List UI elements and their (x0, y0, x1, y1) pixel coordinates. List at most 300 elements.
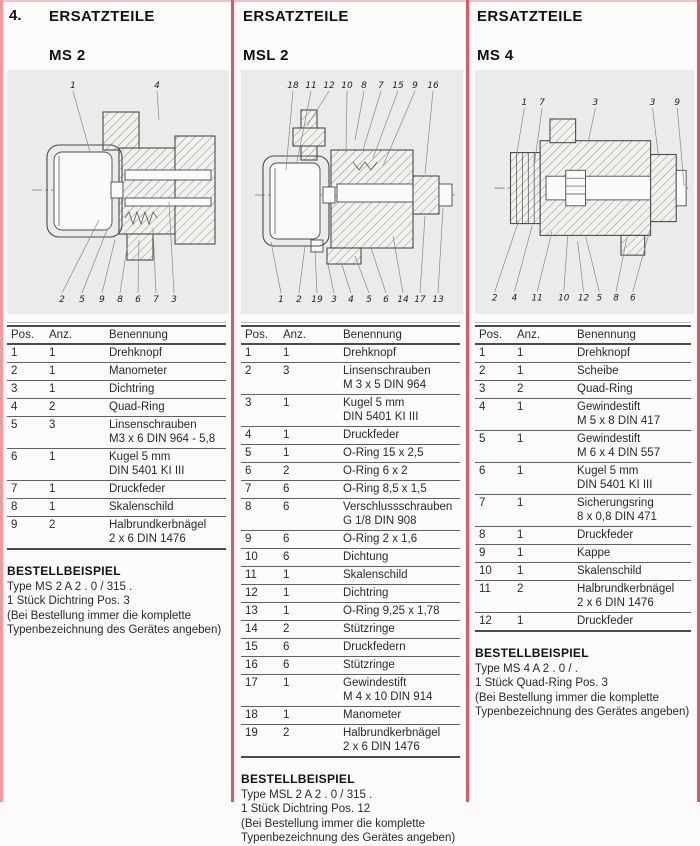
cell-anz: 1 (49, 365, 56, 377)
callout-number: 8 (613, 293, 619, 304)
column-header-benennung: Benennung (109, 328, 168, 341)
benennung-line: Manometer (109, 365, 168, 377)
table-row (475, 362, 691, 380)
cell-pos: 1 (245, 347, 252, 359)
order-example-line: (Bei Bestellung immer die komplette (475, 691, 660, 704)
cell-benennung (339, 620, 460, 638)
gauge-housing (263, 156, 335, 246)
table-row (475, 562, 691, 580)
parts-drawing-ms2 (7, 70, 229, 314)
cell-benennung (339, 584, 460, 602)
cell-benennung (105, 448, 226, 480)
callout-number: 2 (59, 294, 65, 305)
order-example-line: 1 Stück Dichtring Pos. 3 (7, 595, 130, 607)
callout-leader-line (363, 91, 381, 150)
cell-anz: 1 (49, 483, 56, 495)
benennung-line: Skalenschild (343, 569, 408, 581)
callout-number: 2 (296, 294, 302, 305)
cell-pos: 7 (245, 483, 252, 495)
cell-benennung (339, 362, 460, 394)
cell-benennung (105, 362, 226, 380)
parts-table-msl2 (241, 325, 460, 758)
table-row (241, 724, 460, 757)
benennung-line: Sicherungsring (577, 497, 654, 509)
cell-benennung (339, 656, 460, 674)
table-row (7, 344, 226, 363)
callout-number: 7 (153, 294, 159, 305)
table-row (241, 444, 460, 462)
cell-pos: 11 (479, 583, 491, 595)
column-header-anz: Anz. (283, 328, 307, 341)
cell-pos: 12 (479, 615, 492, 627)
cell-benennung (339, 674, 460, 706)
gauge-housing (47, 145, 123, 237)
callout-number: 1 (70, 80, 76, 91)
table-row (241, 656, 460, 674)
cell-benennung (339, 394, 460, 426)
parts-table-wrap (475, 322, 691, 632)
cell-pos: 10 (245, 551, 258, 563)
callout-number: 4 (348, 294, 354, 305)
callout-number: 3 (649, 97, 656, 108)
cell-benennung (573, 612, 691, 631)
order-example-line: Typenbezeichnung des Gerätes angeben) (7, 624, 222, 636)
cell-benennung (339, 444, 460, 462)
callout-number: 4 (154, 80, 160, 91)
callout-number: 3 (331, 294, 337, 305)
benennung-line: Dichtring (343, 587, 389, 599)
table-row (475, 344, 691, 363)
benennung-line: Kugel 5 mm (343, 397, 405, 409)
benennung-line: Druckfeder (577, 529, 634, 541)
cell-anz: 1 (49, 451, 56, 463)
drawing-panel-ms4 (475, 70, 694, 314)
callout-number: 10 (558, 293, 570, 304)
cell-pos: 16 (245, 659, 258, 671)
callout-number: 10 (341, 80, 353, 91)
column-ms4 (475, 0, 694, 720)
column-header-benennung: Benennung (343, 328, 402, 341)
column-header (9, 7, 229, 66)
table-row (475, 494, 691, 526)
parts-table-ms2 (7, 325, 226, 550)
benennung-line: Verschlussschrauben (343, 501, 453, 513)
callout-number: 12 (323, 80, 335, 91)
cell-anz: 1 (283, 447, 290, 459)
parts-table-ms4 (475, 325, 691, 632)
cell-benennung (339, 724, 460, 757)
cell-pos: 2 (245, 365, 252, 377)
benennung-line: O-Ring 2 x 1,6 (343, 533, 418, 545)
callout-leader-line (425, 91, 433, 174)
cell-benennung (105, 398, 226, 416)
callout-number: 1 (521, 97, 528, 108)
callout-number: 4 (511, 293, 518, 304)
callout-leader-line (271, 242, 281, 293)
order-example-heading: BESTELLBEISPIEL (241, 771, 355, 786)
callout-number: 9 (412, 80, 418, 91)
benennung-line: Kugel 5 mm (577, 465, 639, 477)
cell-anz: 1 (517, 565, 524, 577)
benennung-line: Druckfeder (343, 429, 400, 441)
callout-leader-line (341, 262, 351, 293)
table-row (7, 362, 226, 380)
benennung-line: Stützringe (343, 623, 395, 635)
callout-leader-line (355, 256, 369, 293)
column-header (243, 7, 463, 66)
table-row (241, 566, 460, 584)
column-title-line1: ERSATZTEILE (477, 8, 583, 25)
column-header-pos: Pos. (11, 328, 35, 341)
cell-anz: 1 (283, 397, 290, 409)
cell-pos: 5 (479, 433, 486, 445)
benennung-line: Halbrundkerbnägel (343, 727, 441, 739)
benennung-line: Halbrundkerbnägel (577, 583, 675, 595)
cell-pos: 11 (245, 569, 257, 581)
benennung-line: Kugel 5 mm (109, 451, 171, 463)
benennung-line: Druckfeder (109, 483, 166, 495)
cell-benennung (339, 638, 460, 656)
cell-anz: 1 (283, 709, 290, 721)
callout-number: 11 (305, 80, 317, 91)
callout-number: 18 (287, 80, 299, 91)
column-title-line1: ERSATZTEILE (49, 8, 155, 25)
cell-benennung (339, 462, 460, 480)
cell-pos: 3 (245, 397, 252, 409)
table-row (241, 706, 460, 724)
cell-pos: 12 (245, 587, 258, 599)
benennung-line: M 5 x 8 DIN 417 (577, 415, 661, 427)
table-row (241, 584, 460, 602)
callout-number: 9 (99, 294, 105, 305)
cell-benennung (105, 480, 226, 498)
column-title-line1: ERSATZTEILE (243, 8, 349, 25)
callout-leader-line (420, 216, 425, 293)
column-msl2 (241, 0, 463, 846)
column-title (477, 7, 583, 66)
callout-number: 8 (117, 294, 123, 305)
cell-benennung (105, 380, 226, 398)
table-row (241, 620, 460, 638)
order-example-line: Type MSL 2 A 2 . 0 / 315 . (241, 788, 373, 801)
table-header-row (7, 326, 226, 344)
cell-pos: 14 (245, 623, 258, 635)
callout-leader-line (82, 230, 107, 293)
benennung-line: Drehknopf (109, 347, 163, 359)
cell-anz: 2 (283, 727, 290, 739)
cell-anz: 2 (49, 519, 56, 531)
column-title (49, 7, 155, 66)
drawing-panel-ms2 (7, 70, 229, 314)
benennung-line: 8 x 0,8 DIN 471 (577, 511, 657, 523)
cell-benennung (573, 430, 691, 462)
cell-benennung (573, 344, 691, 363)
benennung-line: DIN 5401 KI III (109, 465, 185, 477)
table-row (241, 426, 460, 444)
callout-leader-line (315, 250, 317, 293)
callout-leader-line (346, 91, 347, 152)
cell-benennung (573, 544, 691, 562)
cell-anz: 3 (283, 365, 290, 377)
table-row (241, 462, 460, 480)
cell-pos: 5 (245, 447, 252, 459)
cell-anz: 2 (283, 465, 290, 477)
benennung-line: Quad-Ring (109, 401, 165, 413)
benennung-line: Drehknopf (343, 347, 397, 359)
benennung-line: Kappe (577, 547, 611, 559)
benennung-line: DIN 5401 KI III (577, 479, 653, 491)
table-row (241, 480, 460, 498)
divider-left (0, 0, 3, 802)
callout-number: 2 (491, 293, 498, 304)
cell-benennung (105, 516, 226, 549)
order-example-line: Type MS 2 A 2 . 0 / 315 . (7, 580, 133, 593)
cell-anz: 1 (517, 347, 524, 359)
callout-number: 6 (383, 294, 389, 305)
table-row (241, 674, 460, 706)
callout-leader-line (299, 246, 305, 293)
callout-number: 13 (432, 294, 444, 305)
cell-anz: 6 (283, 501, 290, 513)
benennung-line: 2 x 6 DIN 1476 (109, 533, 186, 545)
benennung-line: G 1/8 DIN 908 (343, 515, 417, 527)
callout-number: 8 (361, 80, 367, 91)
cell-benennung (339, 530, 460, 548)
cell-pos: 6 (11, 451, 18, 463)
cell-benennung (105, 498, 226, 516)
callout-leader-line (578, 241, 584, 291)
table-row (241, 530, 460, 548)
callout-number: 3 (592, 97, 599, 108)
benennung-line: O-Ring 15 x 2,5 (343, 447, 424, 459)
table-row (7, 516, 226, 549)
table-row (241, 602, 460, 620)
cell-pos: 7 (479, 497, 486, 509)
table-row (475, 430, 691, 462)
callout-leader-line (62, 220, 99, 293)
divider-col1-col2 (231, 0, 234, 802)
benennung-line: Druckfeder (577, 615, 634, 627)
cell-anz: 1 (517, 401, 524, 413)
table-row (475, 612, 691, 631)
table-row (7, 380, 226, 398)
order-example-line: 1 Stück Dichtring Pos. 12 (241, 803, 371, 815)
column-title-line2: MS 2 (49, 47, 86, 64)
callout-number: 12 (577, 293, 590, 304)
section-number: 4. (9, 7, 22, 24)
cell-benennung (339, 498, 460, 530)
callout-number: 14 (397, 294, 409, 305)
order-example-line: (Bei Bestellung immer die komplette (241, 817, 426, 830)
cell-anz: 1 (517, 433, 524, 445)
callout-leader-line (355, 91, 364, 140)
cell-pos: 4 (245, 429, 252, 441)
benennung-line: O-Ring 8,5 x 1,5 (343, 483, 427, 495)
column-header-pos: Pos. (245, 328, 269, 341)
drawing-panel-msl2 (241, 70, 463, 314)
order-example-line: (Bei Bestellung immer die komplette (7, 609, 192, 622)
callout-number: 19 (311, 294, 323, 305)
callout-leader-line (157, 91, 159, 120)
table-row (241, 498, 460, 530)
table-row (475, 398, 691, 430)
cell-anz: 6 (283, 551, 290, 563)
callout-number: 9 (674, 97, 681, 108)
cell-anz: 1 (517, 465, 524, 477)
table-row (241, 638, 460, 656)
cell-pos: 4 (479, 401, 486, 413)
cell-anz: 1 (49, 347, 56, 359)
cell-anz: 6 (283, 533, 290, 545)
parts-table-wrap (7, 322, 226, 550)
cell-anz: 6 (283, 659, 290, 671)
benennung-line: Halbrundkerbnägel (109, 519, 207, 531)
benennung-line: Scheibe (577, 365, 619, 377)
benennung-line: M 4 x 10 DIN 914 (343, 691, 433, 703)
cell-benennung (573, 398, 691, 430)
order-example-ms2 (7, 564, 227, 638)
callout-number: 5 (596, 293, 603, 304)
table-row (241, 362, 460, 394)
callout-number: 7 (539, 97, 545, 108)
table-row (7, 416, 226, 448)
callout-leader-line (495, 221, 519, 291)
benennung-line: Quad-Ring (577, 383, 633, 395)
benennung-line: M 3 x 5 DIN 964 (343, 379, 427, 391)
cell-benennung (339, 602, 460, 620)
cell-anz: 1 (49, 383, 56, 395)
callout-leader-line (102, 240, 115, 293)
cell-benennung (573, 362, 691, 380)
callout-leader-line (564, 235, 568, 291)
table-row (241, 344, 460, 363)
cell-pos: 18 (245, 709, 258, 721)
cell-benennung (339, 480, 460, 498)
callout-number: 3 (171, 294, 177, 305)
benennung-line: Dichtung (343, 551, 389, 563)
benennung-line: 2 x 6 DIN 1476 (343, 741, 420, 753)
cell-anz: 1 (283, 347, 290, 359)
callout-leader-line (373, 91, 398, 158)
benennung-line: Dichtring (109, 383, 155, 395)
benennung-line: O-Ring 9,25 x 1,78 (343, 605, 440, 617)
benennung-line: DIN 5401 KI III (343, 411, 419, 423)
knob-section (511, 152, 541, 223)
callout-leader-line (438, 208, 443, 293)
cell-pos: 2 (479, 365, 486, 377)
cell-benennung (339, 548, 460, 566)
cell-benennung (105, 344, 226, 363)
column-header-pos: Pos. (479, 328, 503, 341)
callout-leader-line (514, 225, 532, 291)
valve-body-section (540, 119, 686, 255)
cell-benennung (339, 566, 460, 584)
cell-pos: 15 (245, 641, 258, 653)
column-title (243, 7, 349, 66)
cell-anz: 2 (283, 623, 290, 635)
callout-leader-line (120, 248, 127, 293)
column-ms2 (7, 0, 229, 638)
callout-leader-line (537, 231, 552, 291)
benennung-line: Drehknopf (577, 347, 631, 359)
benennung-line: Skalenschild (577, 565, 642, 577)
callout-leader-line (585, 235, 599, 291)
cell-benennung (573, 526, 691, 544)
cell-anz: 3 (49, 419, 56, 431)
table-row (7, 498, 226, 516)
parts-table-wrap (241, 322, 460, 758)
cell-pos: 8 (479, 529, 486, 541)
cell-anz: 1 (283, 677, 290, 689)
gear-detail (566, 170, 586, 206)
parts-drawing-msl2 (241, 70, 463, 314)
table-row (475, 462, 691, 494)
benennung-line: Skalenschild (109, 501, 174, 513)
cell-pos: 13 (245, 605, 258, 617)
table-row (7, 398, 226, 416)
column-title-line2: MS 4 (477, 47, 514, 64)
cell-benennung (573, 380, 691, 398)
callout-number: 5 (366, 294, 372, 305)
cell-pos: 9 (479, 547, 486, 559)
cell-pos: 19 (245, 727, 258, 739)
table-header-row (241, 326, 460, 344)
callout-leader-line (653, 108, 659, 156)
benennung-line: Stützringe (343, 659, 395, 671)
cell-anz: 1 (517, 529, 524, 541)
cell-benennung (573, 462, 691, 494)
callout-number: 6 (135, 294, 141, 305)
cell-pos: 17 (245, 677, 258, 689)
benennung-line: Linsenschrauben (109, 419, 197, 431)
callout-number: 17 (414, 294, 426, 305)
cell-pos: 6 (479, 465, 486, 477)
table-header-row (475, 326, 691, 344)
order-example-line: Type MS 4 A 2 . 0 / . (475, 662, 578, 675)
table-row (475, 544, 691, 562)
callout-number: 15 (392, 80, 404, 91)
callout-leader-line (588, 108, 595, 141)
cell-benennung (339, 706, 460, 724)
benennung-line: O-Ring 6 x 2 (343, 465, 408, 477)
callout-leader-line (327, 260, 334, 293)
order-example-msl2 (241, 772, 461, 846)
cell-pos: 4 (11, 401, 18, 413)
cell-anz: 1 (283, 569, 290, 581)
callout-number: 11 (531, 293, 543, 304)
cell-anz: 1 (517, 615, 524, 627)
cell-pos: 1 (479, 347, 486, 359)
cell-pos: 7 (11, 483, 18, 495)
cell-anz: 1 (283, 605, 290, 617)
cell-pos: 5 (11, 419, 18, 431)
cell-benennung (105, 416, 226, 448)
order-example-line: Typenbezeichnung des Gerätes angeben) (475, 706, 690, 718)
cell-anz: 1 (49, 501, 56, 513)
cell-pos: 9 (245, 533, 252, 545)
cell-pos: 8 (11, 501, 18, 513)
cell-benennung (573, 494, 691, 526)
column-header-benennung: Benennung (577, 328, 636, 341)
column-header-anz: Anz. (49, 328, 73, 341)
cell-anz: 2 (517, 583, 524, 595)
benennung-line: Gewindestift (577, 401, 641, 413)
benennung-line: Druckfedern (343, 641, 406, 653)
cell-anz: 2 (517, 383, 524, 395)
table-row (241, 394, 460, 426)
cell-pos: 1 (11, 347, 18, 359)
cell-anz: 1 (517, 365, 524, 377)
